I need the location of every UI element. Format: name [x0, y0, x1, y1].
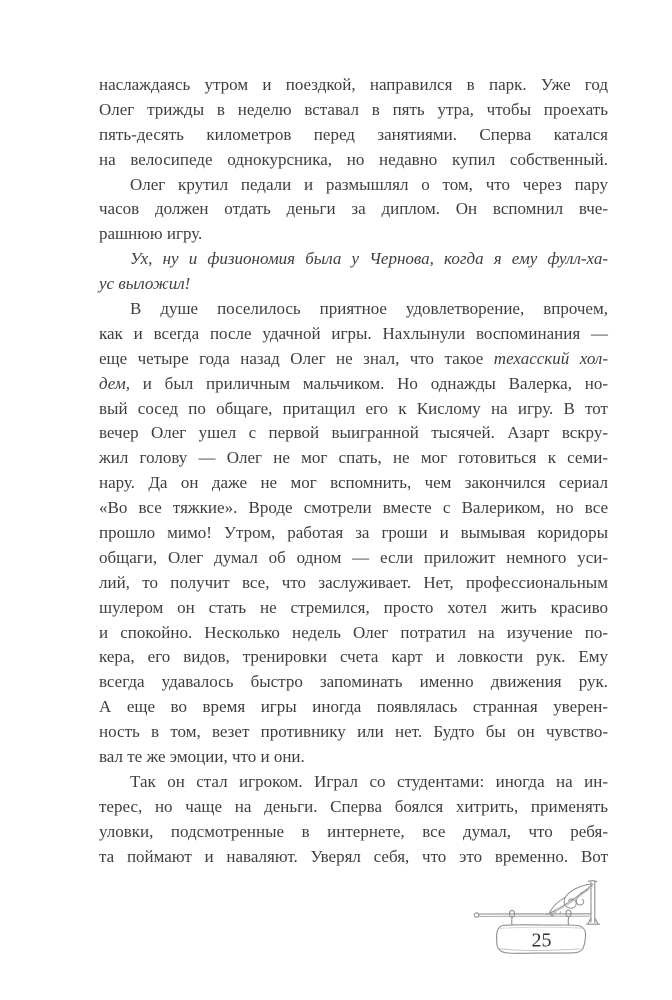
- text-segment: В душе поселилось приятное удовлетворение, впрочем,: [130, 299, 608, 319]
- text-line: [99, 272, 608, 297]
- text-segment: шулером он стать не стремился, просто хотел жить красиво: [99, 597, 608, 617]
- text-segment: всегда удавалось быстро запоминать именно движения рук.: [99, 672, 608, 692]
- text-segment: как и всегда после удачной игры. Нахлынули воспоминания —: [99, 323, 608, 343]
- text-segment: «Во все тяжкие». Вроде смотрели вместе с Валериком, но все: [99, 498, 608, 518]
- text-segment: прошло мимо! Утром, работая за гроши и вымывая коридоры: [99, 523, 608, 543]
- text-segment: и спокойно. Несколько недель Олег потратил на изучение по-: [99, 622, 608, 642]
- text-segment: пять-десять километров перед занятиями. Сперва катался: [99, 124, 608, 144]
- text-segment: вый сосед по общаге, притащил его к Кислому на игру. В тот: [99, 398, 608, 418]
- text-line: [99, 496, 608, 521]
- text-line: [99, 372, 608, 397]
- text-line: [99, 222, 608, 247]
- text-line: [99, 795, 608, 820]
- text-segment: Олег трижды в неделю вставал в пять утра, чтобы проехать: [99, 99, 608, 119]
- text-segment: Олег крутил педали и размышлял о том, что через пару: [130, 174, 608, 194]
- text-line: [99, 421, 608, 446]
- text-segment: наслаждаясь утром и поездкой, направился в парк. Уже год: [99, 75, 608, 94]
- text-line: [99, 645, 608, 670]
- text-segment: жил голову — Олег не мог спать, не мог готовиться к семи-: [99, 448, 608, 468]
- text-segment: общаги, Олег думал об одном — если приложит немного уси-: [99, 547, 608, 567]
- text-segment: А еще во время игры иногда появлялась странная уверен-: [99, 697, 608, 717]
- text-segment: вечер Олег ушел с первой выигранной тысячей. Азарт вскру-: [99, 423, 608, 443]
- page-number-sign: [497, 925, 586, 954]
- page-number-ornament: [470, 870, 670, 975]
- text-segment: та поймают и наваляют. Уверял себя, что это временно. Вот: [99, 846, 608, 866]
- text-segment: лий, то получит все, что заслуживает. Нет, профессиональным: [99, 572, 608, 592]
- text-line: [99, 173, 608, 198]
- italic-text-segment: Ух, ну и физиономия была у Чернова, когда я ему фулл-ха-: [130, 249, 608, 269]
- text-segment: и был приличным мальчиком. Но однажды Валерка, но-: [130, 373, 608, 393]
- text-segment: вал те же эмоции, что и они.: [99, 747, 305, 767]
- italic-text-segment: техасский хол-: [493, 348, 608, 368]
- text-line: [99, 571, 608, 596]
- text-segment: ность в том, везет противнику или нет. Будто бы он чувство-: [99, 722, 608, 742]
- text-line: [99, 670, 608, 695]
- text-line: [99, 197, 608, 222]
- text-line: [99, 596, 608, 621]
- text-line: [99, 247, 608, 272]
- text-line: [99, 98, 608, 123]
- text-segment: уловки, подсмотренные в интернете, все думал, что ребя-: [99, 821, 608, 841]
- ornament-post: [587, 881, 600, 925]
- text-line: [99, 471, 608, 496]
- text-line: [99, 770, 608, 795]
- text-line: [99, 621, 608, 646]
- text-line: [99, 397, 608, 422]
- ornament-hangers: [509, 910, 571, 926]
- text-line: [99, 745, 608, 770]
- text-line: [99, 695, 608, 720]
- text-segment: еще четыре года назад Олег не знал, что такое: [99, 348, 494, 368]
- italic-text-segment: дем,: [99, 373, 131, 393]
- text-segment: часов должен отдать деньги за диплом. Он вспомнил вче-: [99, 199, 608, 219]
- italic-text-segment: ус выложил!: [99, 274, 191, 294]
- body-text: [99, 73, 608, 870]
- text-line: [99, 123, 608, 148]
- text-line: [99, 845, 608, 870]
- text-line: [99, 347, 608, 372]
- text-line: [99, 820, 608, 845]
- text-line: [99, 521, 608, 546]
- text-line: [99, 720, 608, 745]
- text-line: [99, 148, 608, 173]
- page-number-sign-drawing: [470, 870, 670, 975]
- ornament-rod: [474, 913, 591, 917]
- text-line: [99, 446, 608, 471]
- text-line: [99, 297, 608, 322]
- text-segment: на велосипеде однокурсника, но недавно купил собственный.: [99, 149, 608, 169]
- text-segment: терес, но чаще на деньги. Сперва боялся хитрить, применять: [99, 796, 608, 816]
- text-segment: кера, его видов, тренировки счета карт и ловкости рук. Ему: [99, 647, 608, 667]
- text-segment: нару. Да он даже не мог вспомнить, чем закончился сериал: [99, 473, 608, 493]
- text-segment: Так он стал игроком. Играл со студентами: иногда на ин-: [130, 771, 608, 791]
- text-line: [99, 546, 608, 571]
- page-number: 25: [531, 929, 552, 952]
- text-segment: рашнюю игру.: [99, 224, 203, 244]
- text-line: [99, 322, 608, 347]
- text-line: [99, 73, 608, 98]
